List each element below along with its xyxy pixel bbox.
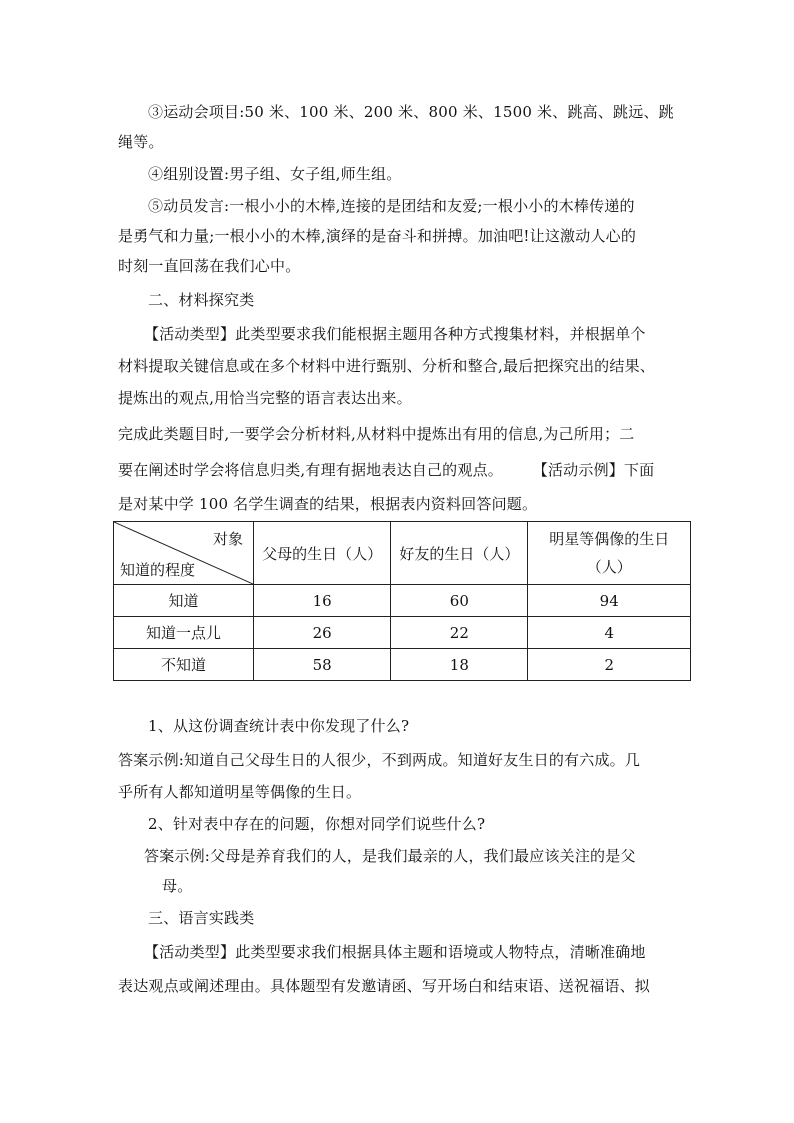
table-cell: 2: [528, 649, 691, 681]
section-heading: 二、材料探究类: [148, 291, 255, 309]
table-row: [114, 649, 691, 681]
paragraph-line: 【活动类型】此类型要求我们根据具体主题和语境或人物特点，清晰准确地: [144, 943, 646, 961]
paragraph-line: 绳等。: [118, 133, 164, 151]
table-cell: 4: [528, 617, 691, 649]
answer-line: 母。: [162, 877, 193, 895]
row-label: 知道一点儿: [114, 617, 254, 649]
corner-top-label: 对象: [212, 530, 243, 548]
paragraph-line: ③运动会项目:50 米、100 米、200 米、800 米、1500 米、跳高、跳远、跳: [148, 103, 674, 121]
paragraph-line: 要在阐述时学会将信息归类,有理有据地表达自己的观点。 【活动示例】下面: [118, 461, 655, 479]
table-cell: 22: [391, 617, 528, 649]
paragraph-line: 时刻一直回荡在我们心中。: [118, 257, 301, 275]
table-cell: 58: [254, 649, 391, 681]
answer-line: 乎所有人都知道明星等偶像的生日。: [118, 783, 362, 801]
paragraph-line: ④组别设置:男子组、女子组,师生组。: [148, 165, 402, 183]
paragraph-line: 完成此类题目时,一要学会分析材料,从材料中提炼出有用的信息,为己所用；二: [118, 425, 635, 443]
table-row: [114, 617, 691, 649]
paragraph-line: ⑤动员发言:一根小小的木棒,连接的是团结和友爱;一根小小的木棒传递的: [148, 197, 635, 215]
table-cell: 60: [391, 585, 528, 617]
paragraph-line: 材料提取关键信息或在多个材料中进行甄别、分析和整合,最后把探究出的结果、: [118, 357, 655, 375]
paragraph-line: 是勇气和力量;一根小小的木棒,演绎的是奋斗和拼搏。加油吧!让这激动人心的: [118, 227, 637, 245]
paragraph-line: 【活动类型】此类型要求我们能根据主题用各种方式搜集材料，并根据单个: [144, 325, 646, 343]
table-corner-cell: [114, 522, 254, 585]
question-line: 1、从这份调查统计表中你发现了什么?: [148, 717, 410, 735]
table-header: 明星等偶像的生日（人）: [528, 522, 691, 585]
table-cell: 18: [391, 649, 528, 681]
row-label: 不知道: [114, 649, 254, 681]
table-cell: 94: [528, 585, 691, 617]
table-header: 好友的生日（人）: [391, 522, 528, 585]
table-header: 父母的生日（人）: [254, 522, 391, 585]
paragraph-line: 提炼出的观点,用恰当完整的语言表达出来。: [118, 389, 412, 407]
answer-line: 答案示例:知道自己父母生日的人很少，不到两成。知道好友生日的有六成。几: [118, 751, 641, 769]
section-heading: 三、语言实践类: [148, 909, 255, 927]
survey-table: [113, 521, 691, 681]
table-cell: 26: [254, 617, 391, 649]
table-cell: 16: [254, 585, 391, 617]
table-row: [114, 585, 691, 617]
paragraph-line: 是对某中学 100 名学生调查的结果，根据表内资料回答问题。: [118, 495, 538, 513]
paragraph-line: 表达观点或阐述理由。具体题型有发邀请函、写开场白和结束语、送祝福语、拟: [118, 977, 651, 995]
question-line: 2、针对表中存在的问题，你想对同学们说些什么?: [148, 815, 486, 833]
answer-line: 答案示例:父母是养育我们的人，是我们最亲的人，我们最应该关注的是父: [144, 847, 636, 865]
corner-bottom-label: 知道的程度: [120, 561, 196, 579]
row-label: 知道: [114, 585, 254, 617]
